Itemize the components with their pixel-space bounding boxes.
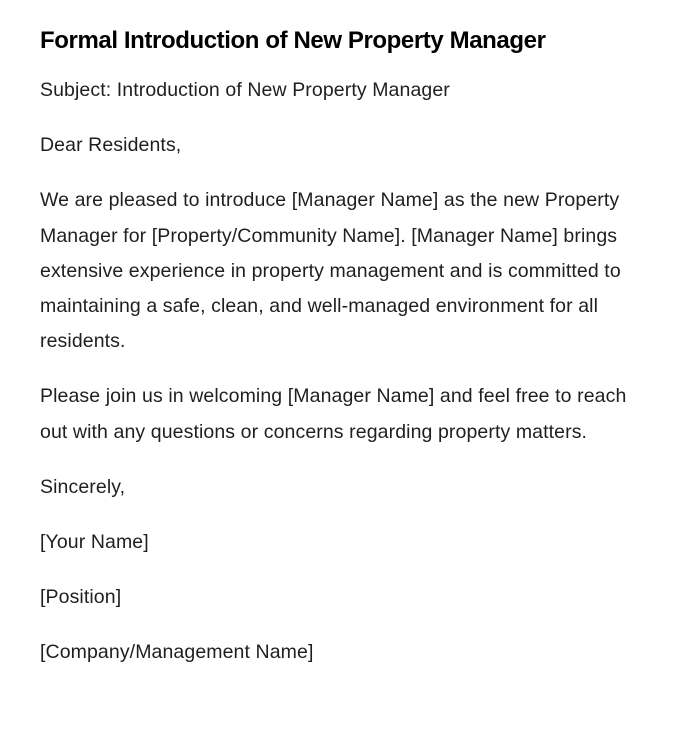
signature-position: [Position] [40,586,122,609]
body-paragraph-intro: We are pleased to introduce [Manager Name] as the new Property Manager for [Property/Community Name]. [Manager Name] brings extensive experience in property management and is committed to maintaining a safe, clean, and well-managed environment for all residents. [40,189,621,353]
letter-document [40,24,640,691]
closing-line: Sincerely, [40,475,126,498]
subject-line: Subject: Introduction of New Property Manager [40,79,450,101]
body-paragraph-welcome: Please join us in welcoming [Manager Name] and feel free to reach out with any questions or concerns regarding property matters. [40,385,627,443]
salutation: Dear Residents, [40,134,182,157]
signature-company: [Company/Management Name] [40,641,314,664]
signature-name: [Your Name] [40,531,149,554]
document-title: Formal Introduction of New Property Manager [40,27,546,54]
